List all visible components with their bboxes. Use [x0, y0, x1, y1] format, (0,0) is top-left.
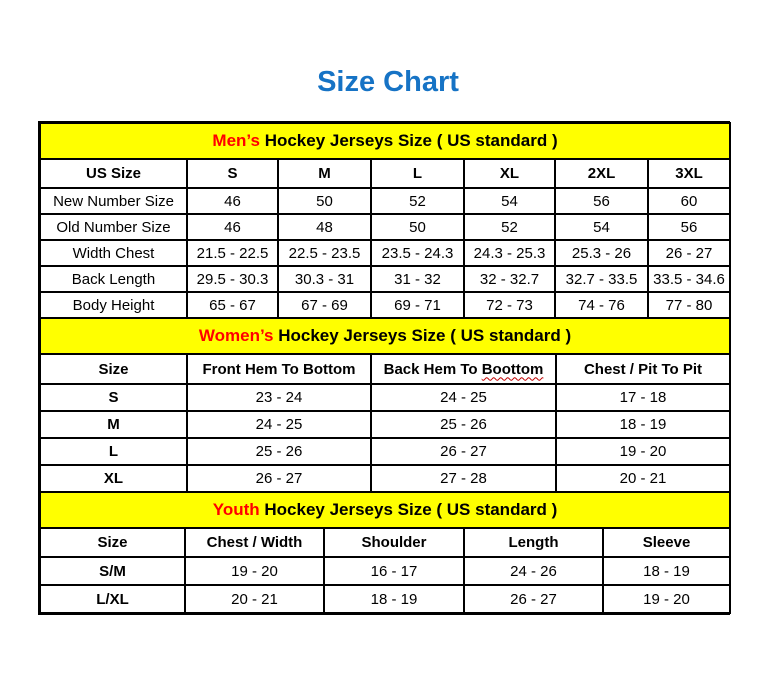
size-value-cell: 32.7 - 33.5	[555, 266, 648, 292]
size-value-cell: 46	[187, 188, 278, 214]
row-label: M	[40, 411, 187, 438]
size-value-cell: 25.3 - 26	[555, 240, 648, 266]
womens-section-header-row	[40, 318, 730, 354]
size-value-cell: 56	[648, 214, 730, 240]
mens-size-table	[39, 122, 731, 319]
row-label: XL	[40, 465, 187, 492]
youth-section-header	[40, 492, 730, 528]
size-value-cell: 52	[371, 188, 464, 214]
size-value-cell: 20 - 21	[185, 585, 324, 613]
column-header: S	[187, 159, 278, 188]
table-row	[40, 188, 730, 214]
column-header: 2XL	[555, 159, 648, 188]
row-label: Old Number Size	[40, 214, 187, 240]
size-value-cell: 54	[464, 188, 555, 214]
youth-section-header-row	[40, 492, 730, 528]
mens-accent-label: Men’s	[212, 131, 260, 150]
size-value-cell: 16 - 17	[324, 557, 464, 585]
youth-size-table	[39, 491, 731, 614]
size-value-cell: 24 - 25	[187, 411, 371, 438]
size-value-cell: 19 - 20	[603, 585, 730, 613]
size-value-cell: 60	[648, 188, 730, 214]
size-value-cell: 50	[371, 214, 464, 240]
size-value-cell: 74 - 76	[555, 292, 648, 318]
size-value-cell: 18 - 19	[603, 557, 730, 585]
table-row	[40, 292, 730, 318]
size-value-cell: 18 - 19	[556, 411, 730, 438]
row-label: L/XL	[40, 585, 185, 613]
size-value-cell: 48	[278, 214, 371, 240]
size-value-cell: 56	[555, 188, 648, 214]
youth-accent-label: Youth	[212, 500, 260, 519]
size-value-cell: 32 - 32.7	[464, 266, 555, 292]
size-value-cell: 29.5 - 30.3	[187, 266, 278, 292]
womens-header-text: Hockey Jerseys Size ( US standard )	[273, 326, 572, 345]
column-header-text: Back Hem To	[383, 360, 482, 378]
size-value-cell: 27 - 28	[371, 465, 556, 492]
table-row	[40, 266, 730, 292]
table-row	[40, 557, 730, 585]
size-value-cell: 26 - 27	[648, 240, 730, 266]
column-header: M	[278, 159, 371, 188]
size-value-cell: 33.5 - 34.6	[648, 266, 730, 292]
size-value-cell: 25 - 26	[187, 438, 371, 465]
row-label: Width Chest	[40, 240, 187, 266]
womens-column-header-row	[40, 354, 730, 384]
size-value-cell: 26 - 27	[464, 585, 603, 613]
table-row	[40, 411, 730, 438]
size-value-cell: 31 - 32	[371, 266, 464, 292]
row-label: Back Length	[40, 266, 187, 292]
column-header	[371, 354, 556, 384]
size-value-cell: 24 - 26	[464, 557, 603, 585]
size-value-cell: 46	[187, 214, 278, 240]
size-value-cell: 19 - 20	[185, 557, 324, 585]
size-value-cell: 23 - 24	[187, 384, 371, 411]
womens-section-header	[40, 318, 730, 354]
column-header: L	[371, 159, 464, 188]
table-row	[40, 465, 730, 492]
column-header: Size	[40, 354, 187, 384]
size-value-cell: 52	[464, 214, 555, 240]
size-value-cell: 22.5 - 23.5	[278, 240, 371, 266]
row-label: S	[40, 384, 187, 411]
size-value-cell: 18 - 19	[324, 585, 464, 613]
youth-column-header-row	[40, 528, 730, 557]
page-title: Size Chart	[317, 66, 459, 98]
column-header: US Size	[40, 159, 187, 188]
size-value-cell: 69 - 71	[371, 292, 464, 318]
column-header: Length	[464, 528, 603, 557]
mens-section-header	[40, 123, 730, 159]
size-value-cell: 65 - 67	[187, 292, 278, 318]
table-row	[40, 214, 730, 240]
size-value-cell: 54	[555, 214, 648, 240]
size-value-cell: 50	[278, 188, 371, 214]
womens-accent-label: Women’s	[198, 326, 274, 345]
size-value-cell: 19 - 20	[556, 438, 730, 465]
size-value-cell: 20 - 21	[556, 465, 730, 492]
row-label: Body Height	[40, 292, 187, 318]
mens-header-text: Hockey Jerseys Size ( US standard )	[259, 131, 558, 150]
size-value-cell: 67 - 69	[278, 292, 371, 318]
column-header: Chest / Width	[185, 528, 324, 557]
table-row	[40, 240, 730, 266]
column-header: Shoulder	[324, 528, 464, 557]
womens-size-table	[39, 317, 731, 493]
row-label: S/M	[40, 557, 185, 585]
size-value-cell: 24 - 25	[371, 384, 556, 411]
column-header: 3XL	[648, 159, 730, 188]
table-row	[40, 585, 730, 613]
misspelled-word: Boottom	[481, 360, 544, 378]
column-header: Chest / Pit To Pit	[556, 354, 730, 384]
youth-header-text: Hockey Jerseys Size ( US standard )	[259, 500, 558, 519]
column-header: Sleeve	[603, 528, 730, 557]
size-value-cell: 30.3 - 31	[278, 266, 371, 292]
size-value-cell: 72 - 73	[464, 292, 555, 318]
size-value-cell: 23.5 - 24.3	[371, 240, 464, 266]
column-header: Size	[40, 528, 185, 557]
column-header: Front Hem To Bottom	[187, 354, 371, 384]
row-label: New Number Size	[40, 188, 187, 214]
column-header: XL	[464, 159, 555, 188]
row-label: L	[40, 438, 187, 465]
mens-column-header-row	[40, 159, 730, 188]
size-value-cell: 26 - 27	[371, 438, 556, 465]
size-value-cell: 26 - 27	[187, 465, 371, 492]
table-row	[40, 438, 730, 465]
size-value-cell: 17 - 18	[556, 384, 730, 411]
size-value-cell: 77 - 80	[648, 292, 730, 318]
mens-section-header-row	[40, 123, 730, 159]
size-value-cell: 21.5 - 22.5	[187, 240, 278, 266]
size-value-cell: 24.3 - 25.3	[464, 240, 555, 266]
size-chart	[38, 121, 730, 615]
table-row	[40, 384, 730, 411]
size-value-cell: 25 - 26	[371, 411, 556, 438]
